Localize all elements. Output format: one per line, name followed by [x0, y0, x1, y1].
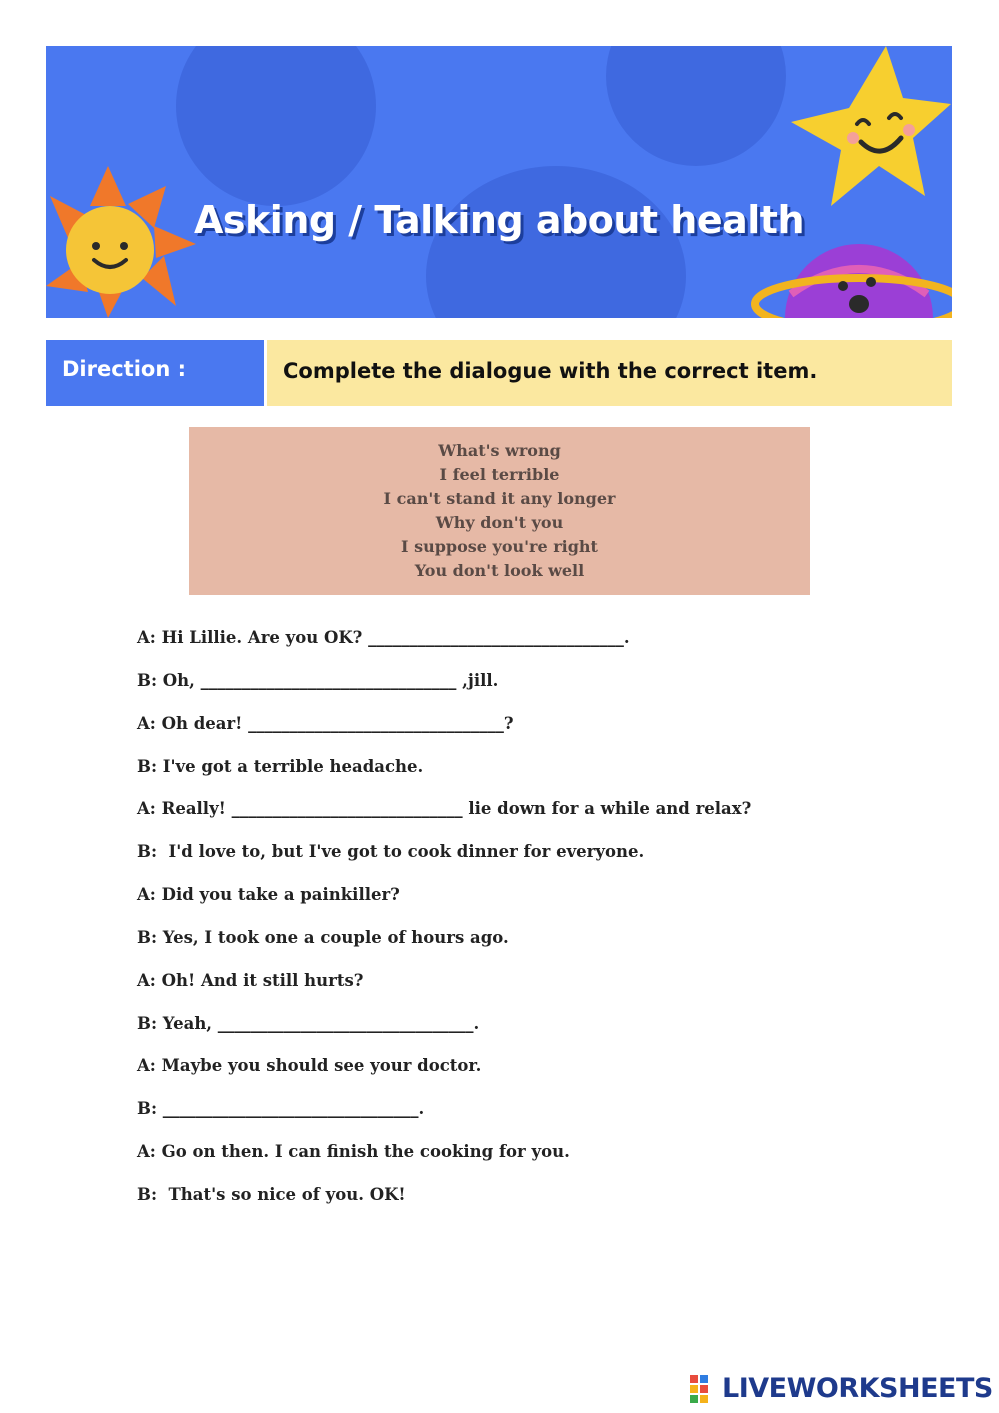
dialogue-line: A: Maybe you should see your doctor.: [137, 1056, 482, 1076]
dialogue-line: A: Did you take a painkiller?: [137, 885, 400, 905]
dialogue-line: B: Yes, I took one a couple of hours ago.: [137, 927, 509, 947]
star-illustration: [791, 46, 952, 216]
dialogue-line: B: Oh, _______________________________ ,jill.: [137, 670, 499, 690]
sun-illustration: [46, 166, 196, 318]
word-bank-item: Why don't you: [435, 513, 564, 532]
word-bank-item: You don't look well: [414, 561, 585, 580]
dialogue-line: A: Really! ____________________________ lie down for a while and relax?: [137, 799, 752, 819]
banner-shape: [176, 46, 376, 206]
page-title: Asking / Talking about health: [194, 198, 804, 242]
banner-shape: [606, 46, 786, 166]
word-bank-item: I feel terrible: [439, 465, 560, 484]
footer-brand: LIVEWORKSHEETS: [722, 1373, 993, 1404]
direction-row: [46, 340, 952, 406]
dialogue-line: B: That's so nice of you. OK!: [137, 1184, 406, 1204]
direction-label: Direction :: [46, 340, 264, 406]
word-bank-item: What's wrong: [438, 441, 561, 460]
header-banner: [46, 46, 952, 318]
liveworksheets-logo-icon: [690, 1373, 720, 1407]
dialogue-line: A: Oh dear! _______________________________?: [137, 713, 514, 733]
dialogue-line: B: I've got a terrible headache.: [137, 756, 424, 776]
word-bank-item: I suppose you're right: [401, 537, 598, 556]
word-bank: [189, 427, 810, 595]
dialogue-line: A: Hi Lillie. Are you OK? _______________________________.: [137, 628, 630, 647]
banner-shape: [426, 166, 686, 318]
dialogue-line: B: Yeah, _______________________________.: [137, 1013, 480, 1033]
dialogue-line: B: I'd love to, but I've got to cook dinner for everyone.: [137, 842, 645, 862]
word-bank-item: I can't stand it any longer: [383, 489, 616, 508]
direction-instruction: Complete the dialogue with the correct item.: [264, 340, 952, 406]
dialogue-line: B: _______________________________.: [137, 1099, 425, 1119]
dialogue: [137, 628, 897, 1228]
dialogue-line: A: Go on then. I can finish the cooking for you.: [137, 1142, 570, 1162]
dialogue-line: A: Oh! And it still hurts?: [137, 970, 364, 990]
